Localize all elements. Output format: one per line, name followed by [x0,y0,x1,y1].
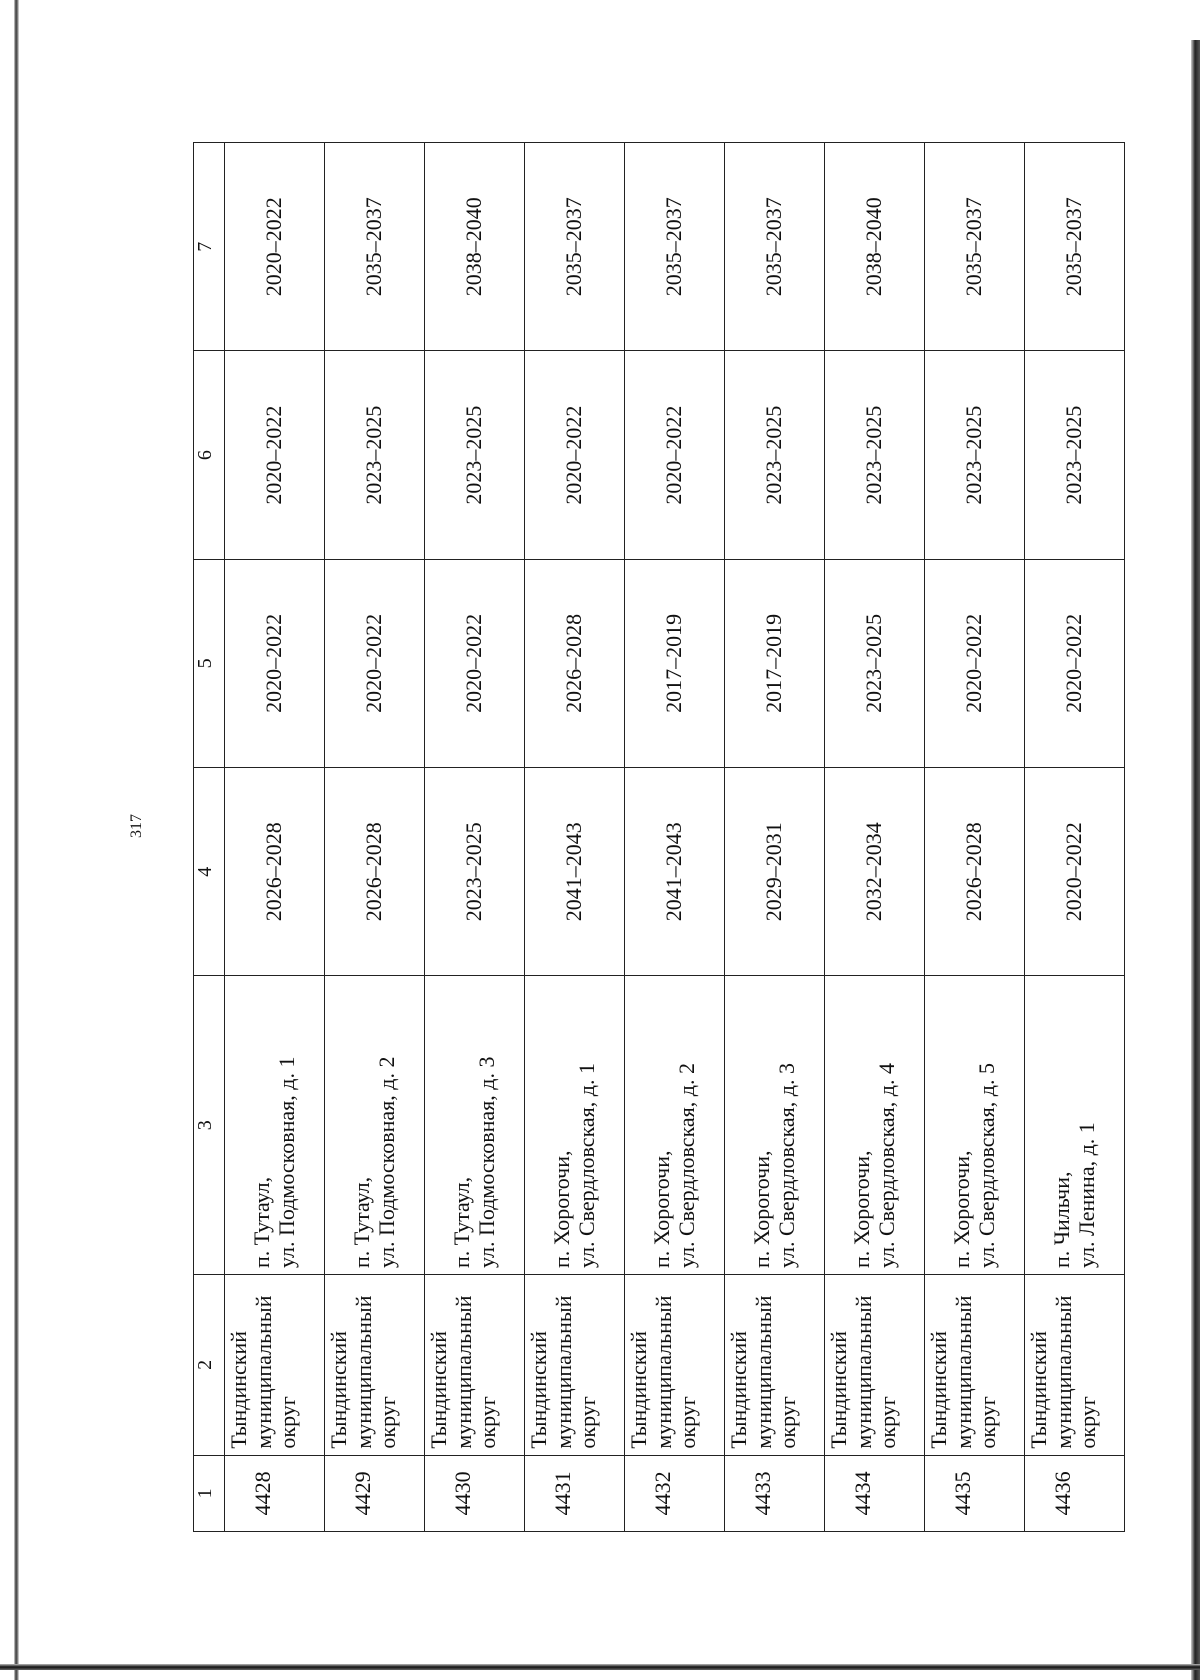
row-number-cell: 4429 [325,1455,425,1531]
period-cell-4: 2029–2031 [725,768,825,976]
address-cell [625,976,725,1275]
district-cell: Тындинский муниципальный округ [825,1275,925,1456]
district-cell: Тындинский муниципальный округ [725,1275,825,1456]
address-cell [1025,976,1125,1275]
period-cell-5: 2020–2022 [425,559,525,767]
period-cell-7: 2035–2037 [725,143,825,351]
district-cell: Тындинский муниципальный округ [625,1275,725,1456]
period-cell-7: 2038–2040 [825,143,925,351]
header-cell-5: 5 [194,559,225,767]
period-cell-5: 2020–2022 [925,559,1025,767]
row-number-cell: 4428 [225,1455,325,1531]
address-settlement: п. Чильчи, [1048,1171,1074,1269]
period-cell-5: 2017–2019 [725,559,825,767]
period-cell-7: 2038–2040 [425,143,525,351]
address-cell [525,976,625,1275]
table-row [725,143,825,1532]
period-cell-7: 2020–2022 [225,143,325,351]
header-cell-4: 4 [194,768,225,976]
schedule-table [193,142,1125,1532]
address-street: ул. Свердловская, д. 1 [573,1063,599,1269]
address-settlement: п. Тутаул, [448,1176,474,1269]
table-row [225,143,325,1532]
table-row [425,143,525,1532]
table-row [1025,143,1125,1532]
period-cell-7: 2035–2037 [525,143,625,351]
address-settlement: п. Тутаул, [348,1176,374,1269]
row-number-cell: 4430 [425,1455,525,1531]
address-street: ул. Подмосковная, д. 1 [273,1056,299,1269]
row-number-cell: 4432 [625,1455,725,1531]
header-cell-1: 1 [194,1455,225,1531]
header-cell-6: 6 [194,351,225,559]
period-cell-5: 2023–2025 [825,559,925,767]
period-cell-7: 2035–2037 [925,143,1025,351]
period-cell-6: 2023–2025 [425,351,525,559]
address-cell [925,976,1025,1275]
address-cell [825,976,925,1275]
district-cell: Тындинский муниципальный округ [225,1275,325,1456]
table-row [625,143,725,1532]
period-cell-4: 2026–2028 [325,768,425,976]
address-cell [725,976,825,1275]
row-number-cell: 4435 [925,1455,1025,1531]
period-cell-4: 2023–2025 [425,768,525,976]
period-cell-5: 2020–2022 [1025,559,1125,767]
address-cell [225,976,325,1275]
period-cell-7: 2035–2037 [1025,143,1125,351]
address-settlement: п. Хорогочи, [548,1150,574,1269]
address-street: ул. Свердловская, д. 2 [673,1063,699,1269]
period-cell-6: 2023–2025 [825,351,925,559]
scan-edge-left [14,0,19,1680]
table-row [825,143,925,1532]
table-row [525,143,625,1532]
address-cell [325,976,425,1275]
period-cell-4: 2041–2043 [525,768,625,976]
period-cell-5: 2017–2019 [625,559,725,767]
address-street: ул. Свердловская, д. 4 [873,1063,899,1269]
row-number-cell: 4436 [1025,1455,1125,1531]
header-cell-3: 3 [194,976,225,1275]
page-number: 317 [128,814,145,838]
table-row [325,143,425,1532]
address-settlement: п. Хорогочи, [748,1150,774,1269]
address-settlement: п. Хорогочи, [648,1150,674,1269]
period-cell-6: 2023–2025 [325,351,425,559]
address-street: ул. Свердловская, д. 3 [773,1063,799,1269]
period-cell-6: 2023–2025 [725,351,825,559]
period-cell-5: 2020–2022 [225,559,325,767]
period-cell-6: 2020–2022 [525,351,625,559]
period-cell-5: 2026–2028 [525,559,625,767]
period-cell-4: 2032–2034 [825,768,925,976]
row-number-cell: 4431 [525,1455,625,1531]
period-cell-4: 2041–2043 [625,768,725,976]
address-street: ул. Ленина, д. 1 [1073,1122,1099,1269]
district-cell: Тындинский муниципальный округ [925,1275,1025,1456]
header-cell-2: 2 [194,1275,225,1456]
district-cell: Тындинский муниципальный округ [425,1275,525,1456]
period-cell-6: 2020–2022 [625,351,725,559]
address-street: ул. Свердловская, д. 5 [973,1063,999,1269]
row-number-cell: 4434 [825,1455,925,1531]
address-settlement: п. Хорогочи, [948,1150,974,1269]
period-cell-7: 2035–2037 [625,143,725,351]
address-street: ул. Подмосковная, д. 2 [373,1056,399,1269]
address-street: ул. Подмосковная, д. 3 [473,1056,499,1269]
period-cell-6: 2020–2022 [225,351,325,559]
district-cell: Тындинский муниципальный округ [1025,1275,1125,1456]
period-cell-4: 2026–2028 [225,768,325,976]
period-cell-6: 2023–2025 [1025,351,1125,559]
table-row [925,143,1025,1532]
address-settlement: п. Тутаул, [248,1176,274,1269]
header-cell-7: 7 [194,143,225,351]
row-number-cell: 4433 [725,1455,825,1531]
period-cell-7: 2035–2037 [325,143,425,351]
scan-edge-right [1191,40,1200,1680]
period-cell-6: 2023–2025 [925,351,1025,559]
district-cell: Тындинский муниципальный округ [525,1275,625,1456]
period-cell-4: 2020–2022 [1025,768,1125,976]
rotated-table-container [193,142,1125,1532]
scan-edge-bottom [0,1664,1200,1670]
period-cell-4: 2026–2028 [925,768,1025,976]
period-cell-5: 2020–2022 [325,559,425,767]
district-cell: Тындинский муниципальный округ [325,1275,425,1456]
table-header-row [194,143,225,1532]
address-cell [425,976,525,1275]
address-settlement: п. Хорогочи, [848,1150,874,1269]
